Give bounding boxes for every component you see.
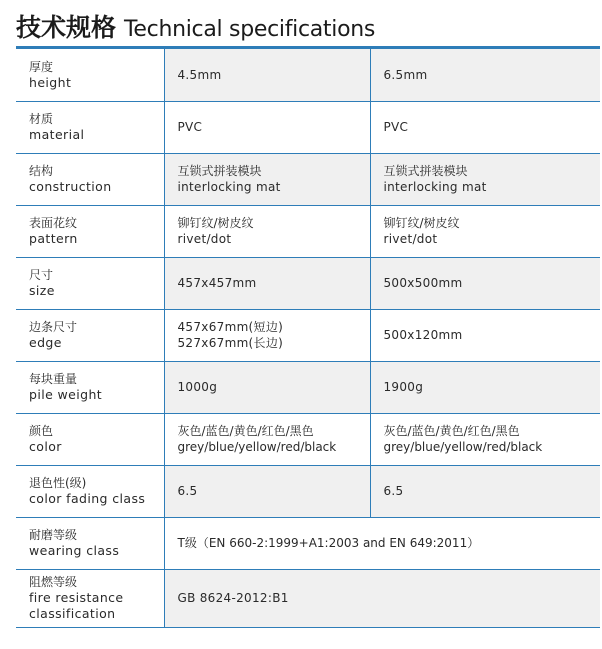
value-cell-2: 6.5 <box>370 465 600 517</box>
value-cell-1: 6.5 <box>164 465 370 517</box>
table-row-size <box>16 257 600 309</box>
row-label: 退色性(级) color fading class <box>16 465 164 517</box>
row-label: 表面花纹 pattern <box>16 205 164 257</box>
value-cell-1: 1000g <box>164 361 370 413</box>
value-cell-1: 457x457mm <box>164 257 370 309</box>
value-cell-2: 1900g <box>370 361 600 413</box>
row-label: 颜色 color <box>16 413 164 465</box>
table-row-edge <box>16 309 600 361</box>
page-title-english: Technical specifications <box>124 17 376 42</box>
merged-value-cell: GB 8624-2012:B1 <box>164 569 600 627</box>
value-cell-1: 铆钉纹/树皮纹 rivet/dot <box>164 205 370 257</box>
row-label: 厚度 height <box>16 49 164 101</box>
row-label: 每块重量 pile weight <box>16 361 164 413</box>
row-label: 材质 material <box>16 101 164 153</box>
value-cell-2: 互锁式拼装模块 interlocking mat <box>370 153 600 205</box>
table-row-color-fading <box>16 465 600 517</box>
value-cell-2: PVC <box>370 101 600 153</box>
table-row-color <box>16 413 600 465</box>
table-row-material <box>16 101 600 153</box>
value-cell-1: 4.5mm <box>164 49 370 101</box>
table-row-height <box>16 49 600 101</box>
value-cell-1: 457x67mm(短边) 527x67mm(长边) <box>164 309 370 361</box>
table-row-fire-resistance <box>16 569 600 627</box>
spec-table <box>16 49 600 628</box>
page-title <box>16 8 375 42</box>
row-label: 尺寸 size <box>16 257 164 309</box>
value-cell-2: 500x120mm <box>370 309 600 361</box>
value-cell-1: PVC <box>164 101 370 153</box>
value-cell-1: 互锁式拼装模块 interlocking mat <box>164 153 370 205</box>
row-label: 阻燃等级 fire resistance classification <box>16 569 164 627</box>
table-row-wearing-class <box>16 517 600 569</box>
value-cell-1: 灰色/蓝色/黄色/红色/黑色 grey/blue/yellow/red/black <box>164 413 370 465</box>
value-cell-2: 500x500mm <box>370 257 600 309</box>
row-label: 耐磨等级 wearing class <box>16 517 164 569</box>
value-cell-2: 灰色/蓝色/黄色/红色/黑色 grey/blue/yellow/red/black <box>370 413 600 465</box>
row-label: 结构 construction <box>16 153 164 205</box>
table-row-construction <box>16 153 600 205</box>
row-label: 边条尺寸 edge <box>16 309 164 361</box>
table-row-pattern <box>16 205 600 257</box>
page-title-chinese: 技术规格 <box>16 13 117 42</box>
value-cell-2: 铆钉纹/树皮纹 rivet/dot <box>370 205 600 257</box>
value-cell-2: 6.5mm <box>370 49 600 101</box>
table-row-pile-weight <box>16 361 600 413</box>
merged-value-cell: T级（EN 660-2:1999+A1:2003 and EN 649:2011） <box>164 517 600 569</box>
